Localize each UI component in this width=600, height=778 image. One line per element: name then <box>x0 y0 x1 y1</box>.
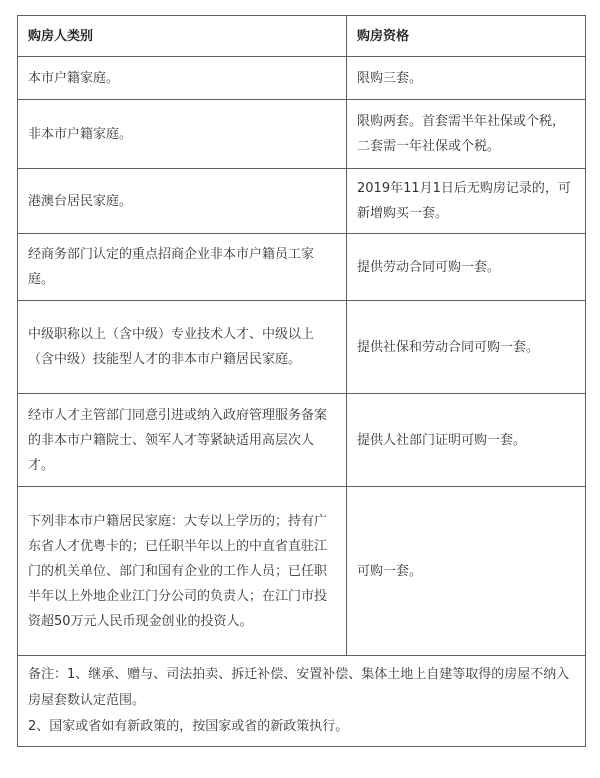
table-row <box>18 301 586 394</box>
note-row <box>18 656 586 747</box>
note-line-1: 备注：1、继承、赠与、司法拍卖、拆迁补偿、安置补偿、集体土地上自建等取得的房屋不纳入房屋套数认定范围。 <box>28 667 570 708</box>
qualification-cell: 限购两套。首套需半年社保或个税，二套需一年社保或个税。 <box>347 100 586 169</box>
table-row <box>18 234 586 301</box>
header-buyer-category: 购房人类别 <box>18 16 347 57</box>
table-row <box>18 169 586 234</box>
header-purchase-qualification: 购房资格 <box>347 16 586 57</box>
table-row <box>18 100 586 169</box>
qualification-cell: 可购一套。 <box>347 487 586 656</box>
qualification-cell: 提供社保和劳动合同可购一套。 <box>347 301 586 394</box>
buyer-category-cell: 非本市户籍家庭。 <box>18 100 347 169</box>
note-line-2: 2、国家或省如有新政策的，按国家或省的新政策执行。 <box>28 719 349 734</box>
qualification-cell: 2019年11月1日后无购房记录的，可新增购买一套。 <box>347 169 586 234</box>
housing-qualification-table <box>17 15 586 747</box>
note-cell <box>18 656 586 747</box>
buyer-category-cell: 经商务部门认定的重点招商企业非本市户籍员工家庭。 <box>18 234 347 301</box>
qualification-cell: 提供人社部门证明可购一套。 <box>347 394 586 487</box>
buyer-category-cell: 本市户籍家庭。 <box>18 57 347 100</box>
buyer-category-cell: 中级职称以上（含中级）专业技术人才、中级以上（含中级）技能型人才的非本市户籍居民家庭。 <box>18 301 347 394</box>
buyer-category-cell: 下列非本市户籍居民家庭：大专以上学历的；持有广东省人才优粤卡的；已任职半年以上的中直省直驻江门的机关单位、部门和国有企业的工作人员；已任职半年以上外地企业江门分公司的负责人；在江门市投资超50万元人民币现金创业的投资人。 <box>18 487 347 656</box>
table-row <box>18 394 586 487</box>
buyer-category-cell: 经市人才主管部门同意引进或纳入政府管理服务备案的非本市户籍院士、领军人才等紧缺适用高层次人才。 <box>18 394 347 487</box>
table-row <box>18 487 586 656</box>
buyer-category-cell: 港澳台居民家庭。 <box>18 169 347 234</box>
qualification-cell: 提供劳动合同可购一套。 <box>347 234 586 301</box>
qualification-cell: 限购三套。 <box>347 57 586 100</box>
table-header-row <box>18 16 586 57</box>
table-row <box>18 57 586 100</box>
